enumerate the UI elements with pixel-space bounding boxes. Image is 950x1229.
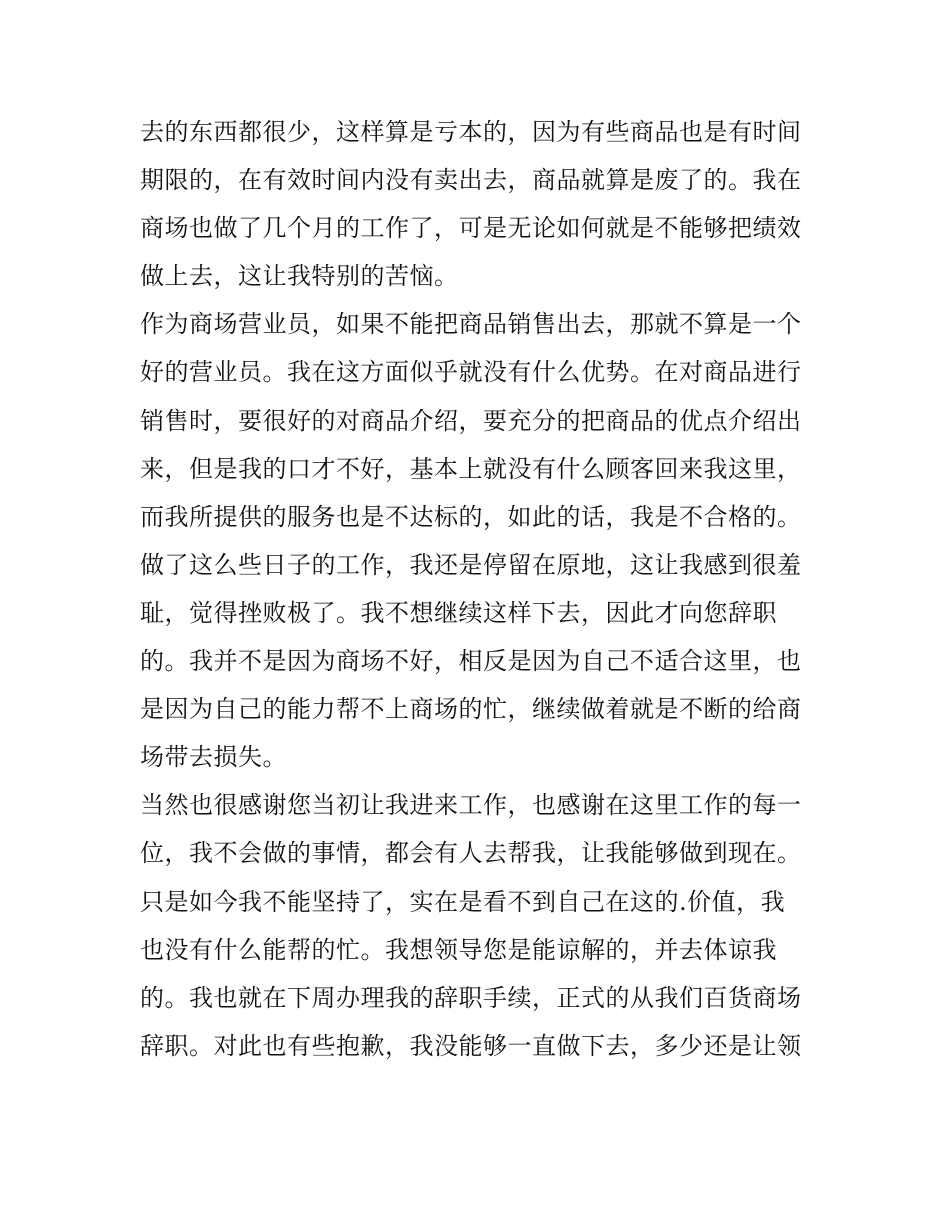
- text-line: 去的东西都很少，这样算是亏本的，因为有些商品也是有时间: [140, 118, 802, 146]
- text-line: 只是如今我不能坚持了，实在是看不到自己在这的.价值，我: [140, 887, 786, 916]
- text-line: 做上去，这让我特别的苦恼。: [140, 262, 459, 291]
- text-line: 作为商场营业员，如果不能把商品销售出去，那就不算是一个: [140, 310, 802, 339]
- body-text: [140, 108, 820, 1070]
- text-line: 来，但是我的口才不好，基本上就没有什么顾客回来我这里，: [140, 454, 802, 483]
- text-line: 做了这么些日子的工作，我还是停留在原地，这让我感到很羞: [140, 550, 802, 579]
- text-line: 的。我也就在下周办理我的辞职手续，正式的从我们百货商场: [140, 983, 802, 1012]
- text-line: 期限的，在有效时间内没有卖出去，商品就算是废了的。我在: [140, 166, 802, 195]
- text-line: 辞职。对此也有些抱歉，我没能够一直做下去，多少还是让领: [140, 1031, 802, 1060]
- text-line: 好的营业员。我在这方面似乎就没有什么优势。在对商品进行: [140, 358, 802, 387]
- text-line: 耻，觉得挫败极了。我不想继续这样下去，因此才向您辞职: [140, 598, 777, 627]
- text-line: 的。我并不是因为商场不好，相反是因为自己不适合这里，也: [140, 647, 802, 676]
- text-line: 而我所提供的服务也是不达标的，如此的话，我是不合格的。: [140, 502, 802, 531]
- text-line: 当然也很感谢您当初让我进来工作，也感谢在这里工作的每一: [140, 791, 802, 820]
- text-line: 商场也做了几个月的工作了，可是无论如何就是不能够把绩效: [140, 214, 802, 243]
- text-line: 销售时，要很好的对商品介绍，要充分的把商品的优点介绍出: [140, 406, 802, 435]
- text-line: 是因为自己的能力帮不上商场的忙，继续做着就是不断的给商: [140, 695, 802, 724]
- text-line: 场带去损失。: [140, 743, 287, 772]
- text-line: 位，我不会做的事情，都会有人去帮我，让我能够做到现在。: [140, 839, 802, 868]
- text-line: 也没有什么能帮的忙。我想领导您是能谅解的，并去体谅我: [140, 935, 777, 964]
